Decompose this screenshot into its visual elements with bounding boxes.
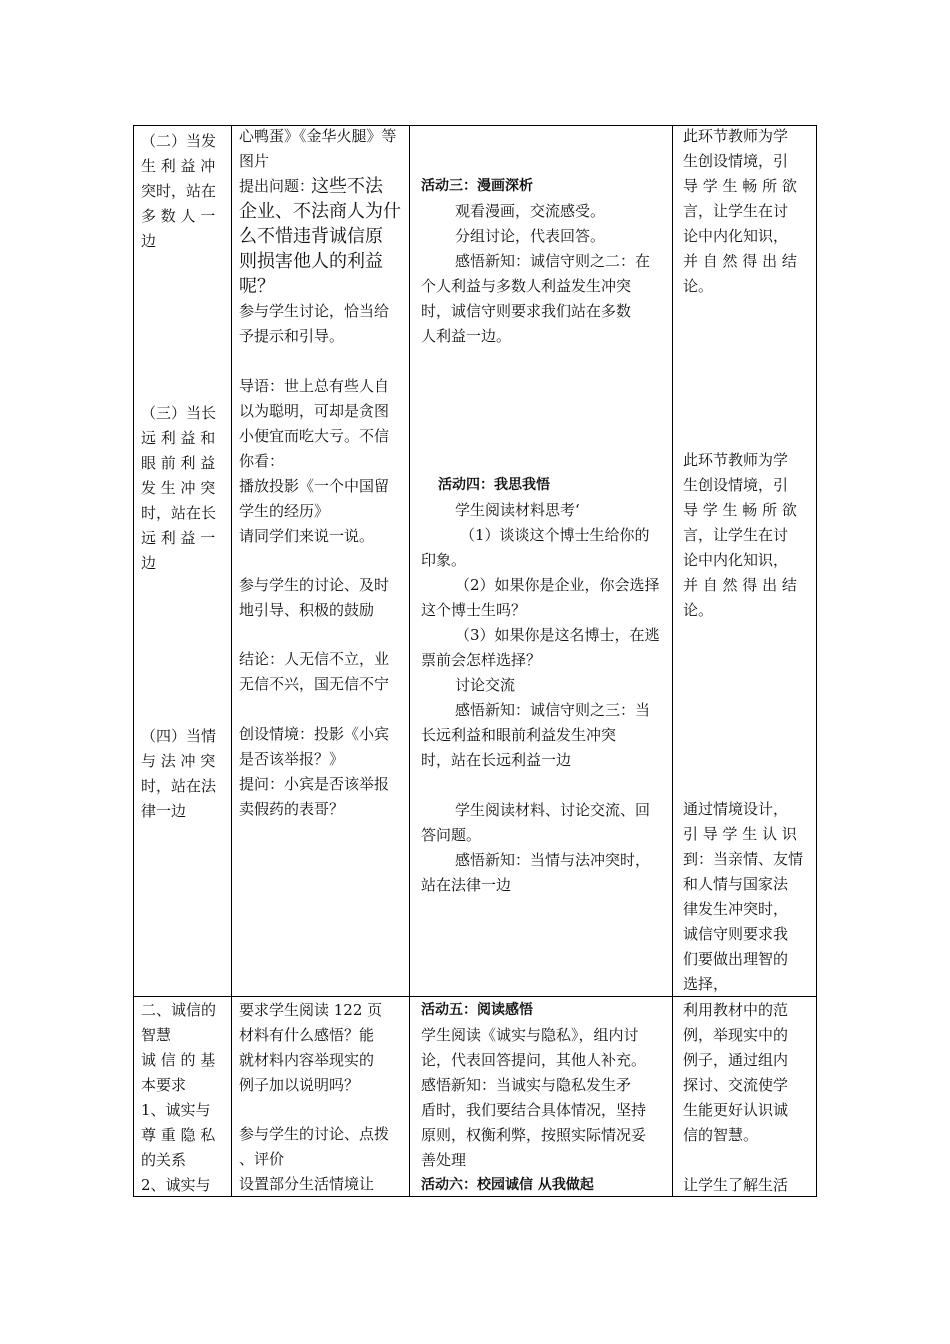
text-line: 们要做出理智的 bbox=[683, 950, 789, 968]
activity-4c-line: 答问题。 bbox=[421, 826, 482, 844]
text-line: 诚 信 的 基 bbox=[141, 1051, 216, 1069]
col2-scenario bbox=[239, 722, 389, 822]
text-line: 论，代表回答提问，其他人补充。 bbox=[421, 1051, 647, 1069]
column-divider bbox=[231, 126, 232, 1196]
col4-row2-b: 让学生了解生活 bbox=[683, 1176, 789, 1194]
text-line: 多 数 人 一 bbox=[141, 207, 216, 225]
column-divider bbox=[409, 126, 410, 1196]
text-line: 导 学 生 畅 所 欲 bbox=[683, 177, 797, 195]
text-line: 尊 重 隐 私 bbox=[141, 1126, 216, 1144]
text-line: 感悟新知：诚信守则之二：在 bbox=[455, 252, 651, 270]
text-line: 你看： bbox=[239, 452, 285, 470]
column-divider bbox=[672, 126, 673, 1196]
text-line: 结论：人无信不立，业 bbox=[239, 650, 390, 668]
text-line: 参与学生讨论，恰当给 bbox=[239, 302, 390, 320]
col1-section-2 bbox=[141, 129, 216, 254]
activity-4c-line: 学生阅读材料、讨论交流、回 bbox=[455, 801, 651, 819]
text-line: 学生阅读《诚实与隐私》，组内讨 bbox=[421, 1026, 639, 1044]
text-line: 1、诚实与 bbox=[141, 1101, 211, 1119]
text-line: 边 bbox=[141, 232, 157, 250]
text-line: 设置部分生活情境让 bbox=[239, 1175, 375, 1193]
text-line: 时，站在长 bbox=[141, 504, 217, 522]
text-line: 言，让学生在讨 bbox=[683, 202, 789, 220]
text-line: 诚信守则要求我 bbox=[683, 925, 789, 943]
text-line: 导 学 生 畅 所 欲 bbox=[683, 501, 797, 519]
col2-conclusion bbox=[239, 647, 389, 697]
text-line: 材料有什么感悟？能 bbox=[239, 1026, 375, 1044]
text-line: 盾时，我们要结合具体情况，坚持 bbox=[421, 1101, 647, 1119]
text-line: 参与学生的讨论、及时 bbox=[239, 576, 390, 594]
text-line: （二）当发 bbox=[141, 132, 217, 150]
text-line: 发 生 冲 突 bbox=[141, 479, 216, 497]
activity-3-body-cont bbox=[421, 274, 631, 349]
text-line: 远 利 益 一 bbox=[141, 529, 216, 547]
text-line: 就材料内容举现实的 bbox=[239, 1051, 375, 1069]
text-line: 、评价 bbox=[239, 1150, 285, 1168]
activity-5-body bbox=[421, 1023, 646, 1173]
text-line: 小便宜而吃大亏。不信 bbox=[239, 427, 390, 445]
activity-4-line: （1）谈谈这个博士生给你的 bbox=[460, 526, 650, 544]
text-line: 时，站在长远利益一边 bbox=[421, 751, 572, 769]
text-line: 善处理 bbox=[421, 1151, 467, 1169]
activity-4-line: 学生阅读材料思考‘ bbox=[455, 501, 580, 519]
text-line: 眼 前 利 益 bbox=[141, 454, 216, 472]
col2-intro bbox=[239, 374, 389, 549]
text-line: 并 自 然 得 出 结 bbox=[683, 252, 797, 270]
col2-row2-b bbox=[239, 1122, 389, 1197]
text-line: 提出问题： bbox=[239, 177, 315, 195]
text-line: 信的智慧。 bbox=[683, 1126, 759, 1144]
text-line: 个人利益与多数人利益发生冲突 bbox=[421, 277, 632, 295]
text-line: 时，站在法 bbox=[141, 777, 217, 795]
activity-4-line: 感悟新知：诚信守则之三：当 bbox=[455, 701, 651, 719]
text-line: 引 导 学 生 认 识 bbox=[683, 825, 797, 843]
text-line: 例子加以说明吗？ bbox=[239, 1076, 360, 1094]
text-line: 时，诚信守则要求我们站在多数 bbox=[421, 302, 632, 320]
text-line: 利用教材中的范 bbox=[683, 1001, 789, 1019]
text-line: 二、诚信的 bbox=[141, 1001, 217, 1019]
activity-4-line: 印象。 bbox=[421, 551, 467, 569]
col2-encourage bbox=[239, 573, 389, 623]
activity-4c-line: 站在法律一边 bbox=[421, 876, 512, 894]
activity-4-line: 讨论交流 bbox=[455, 676, 516, 694]
activity-6-title: 活动六：校园诚信 从我做起 bbox=[421, 1177, 594, 1193]
text-line: 论。 bbox=[683, 277, 714, 295]
text-line: 与 法 冲 突 bbox=[141, 752, 216, 770]
text-line: 呢？ bbox=[239, 276, 275, 297]
text-line: 边 bbox=[141, 554, 157, 572]
text-line: 导语：世上总有些人自 bbox=[239, 377, 390, 395]
text-line: 企业、不法商人为什 bbox=[239, 201, 401, 222]
text-line: 是否该举报？》 bbox=[239, 750, 345, 768]
text-line: 观看漫画，交流感受。 bbox=[455, 202, 606, 220]
activity-4-conclusion bbox=[421, 723, 616, 773]
text-line: 智慧 bbox=[141, 1026, 172, 1044]
text-line: 感悟新知：当诚实与隐私发生矛 bbox=[421, 1076, 632, 1094]
text-line: 言，让学生在讨 bbox=[683, 526, 789, 544]
col2-row2 bbox=[239, 998, 382, 1098]
activity-5-title: 活动五：阅读感悟 bbox=[421, 1002, 533, 1018]
col4-note-1 bbox=[683, 124, 797, 299]
text-line: 则损害他人的利益 bbox=[239, 251, 383, 272]
text-line: 通过情境设计， bbox=[683, 800, 789, 818]
text-line: 生 利 益 冲 bbox=[141, 157, 216, 175]
text-line: 予提示和引导。 bbox=[239, 327, 345, 345]
activity-4-title: 活动四：我思我悟 bbox=[438, 477, 550, 493]
activity-4-line: （2）如果你是企业，你会选择 bbox=[455, 576, 660, 594]
text-line: 以为聪明，可却是贪图 bbox=[239, 402, 390, 420]
text-line: 生创设情境，引 bbox=[683, 476, 789, 494]
text-line: 此环节教师为学 bbox=[683, 451, 789, 469]
col1-row2 bbox=[141, 998, 216, 1198]
text-line: 论中内化知识， bbox=[683, 227, 789, 245]
text-line: 2、诚实与 bbox=[141, 1176, 211, 1194]
text-line: 心鸭蛋》《金华火腿》等 bbox=[239, 127, 397, 145]
text-line: （三）当长 bbox=[141, 404, 217, 422]
text-line: 律发生冲突时， bbox=[683, 900, 789, 918]
text-line: 参与学生的讨论、点拨 bbox=[239, 1125, 390, 1143]
text-line: 的关系 bbox=[141, 1151, 187, 1169]
text-line: 原则，权衡利弊，按照实际情况妥 bbox=[421, 1126, 647, 1144]
activity-4-line: 票前会怎样选择？ bbox=[421, 651, 542, 669]
text-line: 图片 bbox=[239, 152, 270, 170]
text-line: 长远利益和眼前利益发生冲突 bbox=[421, 726, 617, 744]
text-line: 例，举现实中的 bbox=[683, 1026, 789, 1044]
text-line: 此环节教师为学 bbox=[683, 127, 789, 145]
activity-4-line: 这个博士生吗？ bbox=[421, 601, 527, 619]
text-line: 和人情与国家法 bbox=[683, 875, 789, 893]
text-line: 学生的经历》 bbox=[239, 502, 330, 520]
col1-section-3 bbox=[141, 401, 216, 576]
col4-note-3 bbox=[683, 797, 803, 997]
text-line: 请同学们来说一说。 bbox=[239, 527, 375, 545]
activity-3-body bbox=[455, 199, 650, 274]
text-line: 分组讨论，代表回答。 bbox=[455, 227, 606, 245]
text-line: 人利益一边。 bbox=[421, 327, 512, 345]
text-line: 本要求 bbox=[141, 1076, 187, 1094]
col4-row2 bbox=[683, 998, 788, 1148]
text-line: 律一边 bbox=[141, 802, 187, 820]
text-line: 卖假药的表哥？ bbox=[239, 800, 345, 818]
text-line: 生能更好认识诚 bbox=[683, 1101, 789, 1119]
text-line: 到：当亲情、友情 bbox=[683, 850, 804, 868]
text-line: 远 利 益 和 bbox=[141, 429, 216, 447]
activity-3-title: 活动三：漫画深析 bbox=[421, 178, 533, 194]
text-line: 创设情境：投影《小宾 bbox=[239, 725, 390, 743]
text-line: 么不惜违背诚信原 bbox=[239, 226, 383, 247]
activity-4c-line: 感悟新知：当情与法冲突时， bbox=[455, 851, 651, 869]
text-line: 选择， bbox=[683, 975, 729, 993]
col1-section-4 bbox=[141, 724, 216, 824]
col2-guidance bbox=[239, 299, 389, 349]
text-line: （四）当情 bbox=[141, 727, 217, 745]
col2-question-line1: 这些不法 bbox=[311, 176, 383, 197]
text-line: 生创设情境，引 bbox=[683, 152, 789, 170]
text-line: 地引导、积极的鼓励 bbox=[239, 601, 375, 619]
text-line: 并 自 然 得 出 结 bbox=[683, 576, 797, 594]
text-line: 探讨、交流使学 bbox=[683, 1076, 789, 1094]
text-line: 论中内化知识， bbox=[683, 551, 789, 569]
col2-question-rest bbox=[239, 199, 401, 299]
text-line: 例子，通过组内 bbox=[683, 1051, 789, 1069]
col4-note-2 bbox=[683, 448, 797, 623]
text-line: 无信不兴，国无信不宁 bbox=[239, 675, 390, 693]
text-line: 要求学生阅读 122 页 bbox=[239, 1001, 383, 1019]
text-line: 突时，站在 bbox=[141, 182, 217, 200]
text-line: 播放投影《一个中国留 bbox=[239, 477, 390, 495]
activity-4-line: （3）如果你是这名博士，在逃 bbox=[455, 626, 660, 644]
text-line: 提问：小宾是否该举报 bbox=[239, 775, 390, 793]
text-line: 论。 bbox=[683, 601, 714, 619]
